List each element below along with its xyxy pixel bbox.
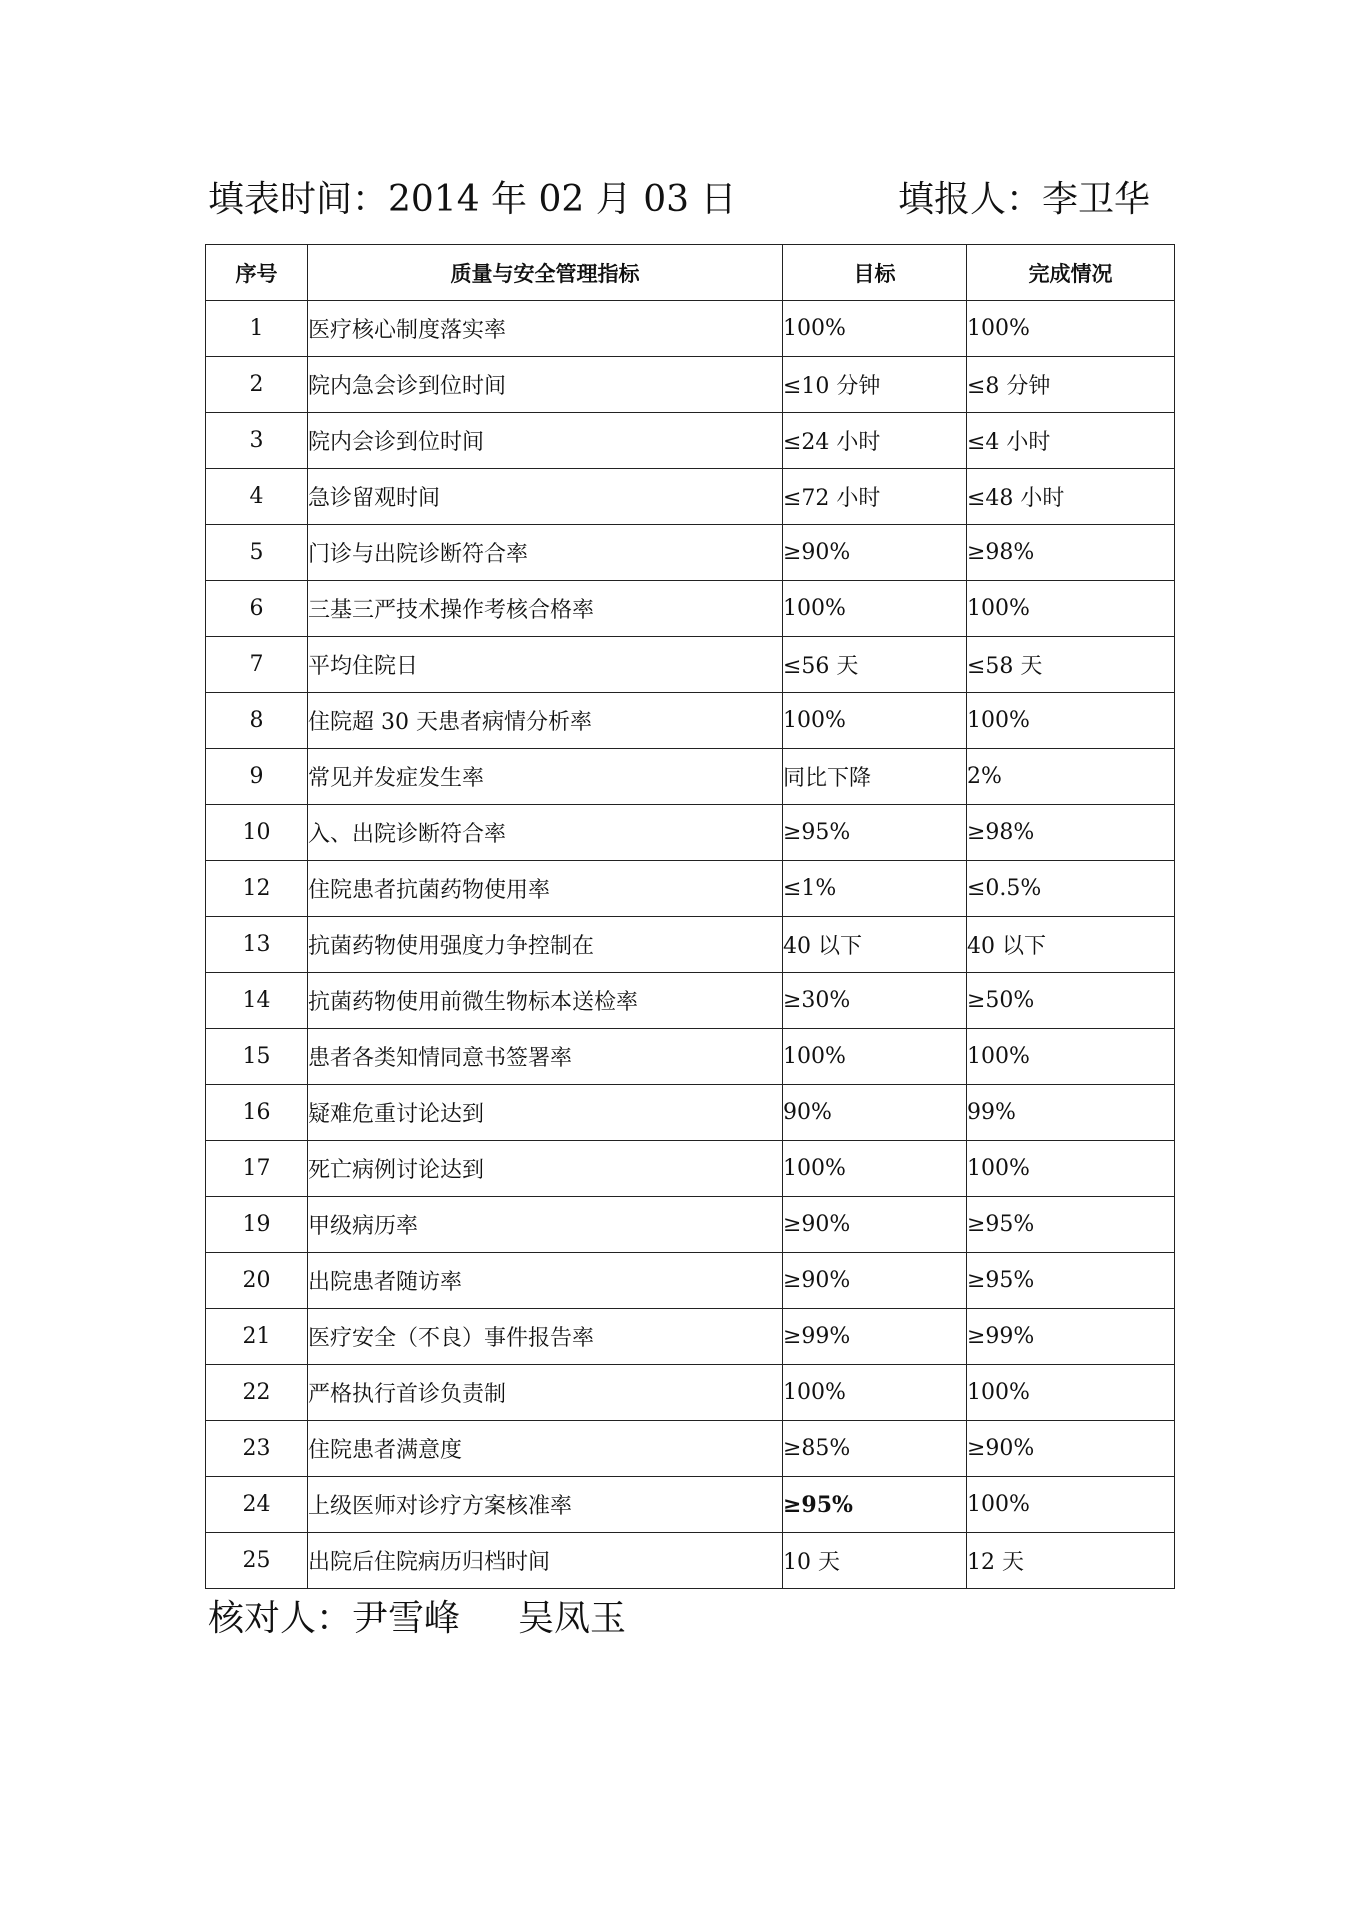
cell-indicator: 入、出院诊断符合率 [308, 805, 783, 861]
cell-result: ≤8 分钟 [967, 357, 1175, 413]
cell-result: ≤48 小时 [967, 469, 1175, 525]
cell-target: ≤72 小时 [783, 469, 967, 525]
cell-no: 17 [206, 1141, 308, 1197]
table-row [206, 805, 1175, 861]
cell-result: 12 天 [967, 1533, 1175, 1589]
column-header-no: 序号 [206, 245, 308, 301]
cell-indicator: 抗菌药物使用前微生物标本送检率 [308, 973, 783, 1029]
column-header-result: 完成情况 [967, 245, 1175, 301]
cell-no: 10 [206, 805, 308, 861]
cell-result: 100% [967, 1477, 1175, 1533]
cell-indicator: 常见并发症发生率 [308, 749, 783, 805]
cell-no: 5 [206, 525, 308, 581]
cell-no: 7 [206, 637, 308, 693]
cell-target: ≥30% [783, 973, 967, 1029]
cell-result: 100% [967, 1029, 1175, 1085]
cell-indicator: 严格执行首诊负责制 [308, 1365, 783, 1421]
cell-no: 1 [206, 301, 308, 357]
cell-target: 100% [783, 1029, 967, 1085]
cell-result: ≥90% [967, 1421, 1175, 1477]
cell-no: 4 [206, 469, 308, 525]
cell-no: 25 [206, 1533, 308, 1589]
table-row [206, 693, 1175, 749]
table-row [206, 525, 1175, 581]
cell-target: ≥95% [783, 1477, 967, 1533]
table-row [206, 917, 1175, 973]
cell-indicator: 医疗安全（不良）事件报告率 [308, 1309, 783, 1365]
table-row [206, 973, 1175, 1029]
table-row [206, 413, 1175, 469]
cell-target: ≤10 分钟 [783, 357, 967, 413]
cell-no: 2 [206, 357, 308, 413]
cell-no: 6 [206, 581, 308, 637]
cell-no: 23 [206, 1421, 308, 1477]
cell-result: ≥50% [967, 973, 1175, 1029]
cell-result: 100% [967, 581, 1175, 637]
cell-no: 8 [206, 693, 308, 749]
cell-indicator: 院内会诊到位时间 [308, 413, 783, 469]
cell-indicator: 出院患者随访率 [308, 1253, 783, 1309]
cell-target: ≥99% [783, 1309, 967, 1365]
table-body [206, 301, 1175, 1589]
cell-result: ≥98% [967, 805, 1175, 861]
cell-no: 20 [206, 1253, 308, 1309]
table-row [206, 861, 1175, 917]
cell-no: 24 [206, 1477, 308, 1533]
cell-target: 100% [783, 301, 967, 357]
table-row [206, 1365, 1175, 1421]
report-header [208, 176, 1151, 224]
table-row [206, 581, 1175, 637]
cell-indicator: 医疗核心制度落实率 [308, 301, 783, 357]
checker-label: 核对人：尹雪峰 [208, 1598, 461, 1639]
cell-target: 同比下降 [783, 749, 967, 805]
table-row [206, 357, 1175, 413]
cell-indicator: 死亡病例讨论达到 [308, 1141, 783, 1197]
column-header-target: 目标 [783, 245, 967, 301]
table-row [206, 1029, 1175, 1085]
fill-date: 填表时间：2014 年 02 月 03 日 [208, 179, 737, 220]
cell-indicator: 住院超 30 天患者病情分析率 [308, 693, 783, 749]
cell-no: 14 [206, 973, 308, 1029]
table-row [206, 1533, 1175, 1589]
cell-indicator: 门诊与出院诊断符合率 [308, 525, 783, 581]
cell-indicator: 甲级病历率 [308, 1197, 783, 1253]
cell-target: ≤24 小时 [783, 413, 967, 469]
cell-target: 100% [783, 1365, 967, 1421]
cell-result: 100% [967, 1365, 1175, 1421]
cell-result: 2% [967, 749, 1175, 805]
cell-no: 9 [206, 749, 308, 805]
cell-target: ≤56 天 [783, 637, 967, 693]
cell-indicator: 急诊留观时间 [308, 469, 783, 525]
cell-no: 19 [206, 1197, 308, 1253]
cell-indicator: 上级医师对诊疗方案核准率 [308, 1477, 783, 1533]
cell-result: 100% [967, 1141, 1175, 1197]
column-header-indicator: 质量与安全管理指标 [308, 245, 783, 301]
cell-indicator: 出院后住院病历归档时间 [308, 1533, 783, 1589]
cell-indicator: 三基三严技术操作考核合格率 [308, 581, 783, 637]
cell-indicator: 平均住院日 [308, 637, 783, 693]
cell-target: ≥90% [783, 525, 967, 581]
cell-result: ≥98% [967, 525, 1175, 581]
report-footer [208, 1595, 626, 1643]
cell-no: 16 [206, 1085, 308, 1141]
cell-target: ≥90% [783, 1253, 967, 1309]
table-row [206, 1141, 1175, 1197]
cell-no: 21 [206, 1309, 308, 1365]
cell-no: 13 [206, 917, 308, 973]
cell-result: ≤0.5% [967, 861, 1175, 917]
cell-result: ≥99% [967, 1309, 1175, 1365]
table-row [206, 1309, 1175, 1365]
table-row [206, 1421, 1175, 1477]
cell-result: ≤58 天 [967, 637, 1175, 693]
cell-indicator: 住院患者抗菌药物使用率 [308, 861, 783, 917]
cell-result: 99% [967, 1085, 1175, 1141]
table-row [206, 637, 1175, 693]
cell-indicator: 院内急会诊到位时间 [308, 357, 783, 413]
cell-target: ≤1% [783, 861, 967, 917]
cell-result: ≥95% [967, 1253, 1175, 1309]
table-row [206, 301, 1175, 357]
cell-target: 40 以下 [783, 917, 967, 973]
cell-result: 100% [967, 301, 1175, 357]
cell-target: 90% [783, 1085, 967, 1141]
cell-indicator: 抗菌药物使用强度力争控制在 [308, 917, 783, 973]
cell-result: ≤4 小时 [967, 413, 1175, 469]
checker-name-2: 吴凤玉 [518, 1598, 627, 1639]
table-row [206, 469, 1175, 525]
quality-indicator-table [205, 244, 1175, 1589]
filler-name: 填报人：李卫华 [898, 179, 1151, 220]
cell-target: 100% [783, 1141, 967, 1197]
cell-target: 100% [783, 693, 967, 749]
cell-target: 100% [783, 581, 967, 637]
cell-no: 15 [206, 1029, 308, 1085]
cell-result: 100% [967, 693, 1175, 749]
cell-indicator: 住院患者满意度 [308, 1421, 783, 1477]
cell-no: 22 [206, 1365, 308, 1421]
cell-result: ≥95% [967, 1197, 1175, 1253]
table-row [206, 1085, 1175, 1141]
cell-target: ≥85% [783, 1421, 967, 1477]
cell-no: 3 [206, 413, 308, 469]
cell-indicator: 患者各类知情同意书签署率 [308, 1029, 783, 1085]
cell-target: 10 天 [783, 1533, 967, 1589]
cell-target: ≥95% [783, 805, 967, 861]
cell-indicator: 疑难危重讨论达到 [308, 1085, 783, 1141]
table-row [206, 749, 1175, 805]
table-header-row [206, 245, 1175, 301]
cell-result: 40 以下 [967, 917, 1175, 973]
table-row [206, 1477, 1175, 1533]
cell-no: 12 [206, 861, 308, 917]
table-row [206, 1253, 1175, 1309]
cell-target: ≥90% [783, 1197, 967, 1253]
table-row [206, 1197, 1175, 1253]
